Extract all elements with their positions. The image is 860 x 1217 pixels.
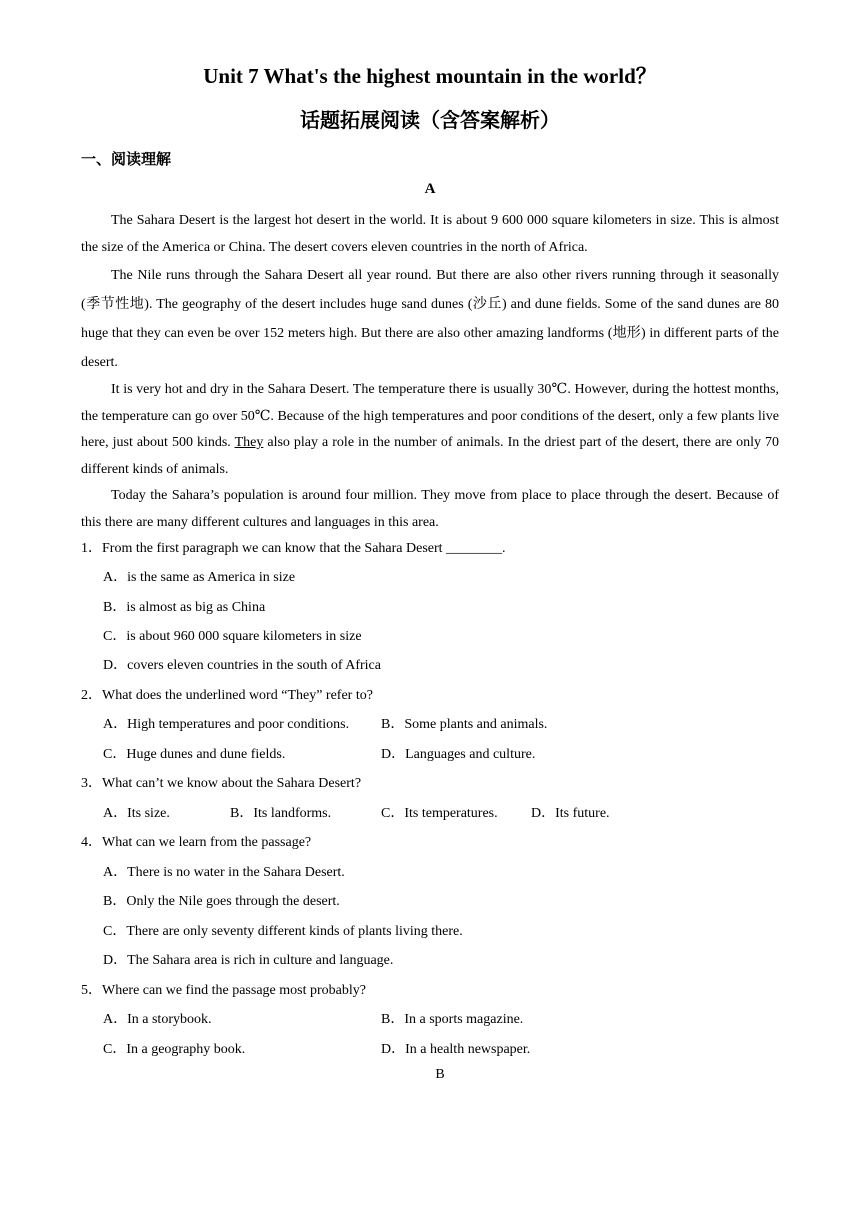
question-3: 3．What can’t we know about the Sahara Desert? (81, 776, 362, 791)
question-5-option-c[interactable]: C．In a geography book. (103, 1042, 246, 1057)
paragraph-4: Today the Sahara’s population is around four million. They move from place to place through the desert. Because of this there are many different cultures and languages in this area. (81, 488, 779, 530)
question-5-option-a[interactable]: A．In a storybook. (103, 1012, 212, 1027)
question-1-option-c[interactable]: C．is about 960 000 square kilometers in size (103, 629, 362, 644)
question-5-option-b[interactable]: B．In a sports magazine. (381, 1012, 524, 1027)
question-3-option-b[interactable]: B．Its landforms. (230, 806, 332, 821)
question-4-option-b[interactable]: B．Only the Nile goes through the desert. (103, 894, 340, 909)
underlined-word: They (234, 435, 264, 450)
question-3-option-c[interactable]: C．Its temperatures. (381, 806, 498, 821)
question-4-option-c[interactable]: C．There are only seventy different kinds of plants living there. (103, 924, 463, 939)
question-3-option-d[interactable]: D．Its future. (531, 806, 610, 821)
paragraph-3-text-start: It is very hot and dry in the Sahara Desert. The temperature there is usually 30℃. However, during the hottest months, the temperature can go over 50℃. Because of the high temperatures and poor conditions of the desert, only a few plants live here, just about 500 kinds. (81, 382, 779, 450)
section-heading: 一、阅读理解 (81, 150, 172, 168)
question-1: 1．From the first paragraph we can know that the Sahara Desert ________. (81, 541, 506, 556)
question-4-option-a[interactable]: A．There is no water in the Sahara Desert. (103, 865, 345, 880)
document-subtitle: 话题拓展阅读（含答案解析） (300, 108, 560, 132)
question-2: 2．What does the underlined word “They” refer to? (81, 688, 373, 703)
question-2-option-a[interactable]: A．High temperatures and poor conditions. (103, 717, 350, 732)
next-passage-label: B (435, 1067, 445, 1082)
paragraph-2: The Nile runs through the Sahara Desert all year round. But there are also other rivers running through it seasonally (季节性地). The geography of the desert includes huge sand dunes (沙丘) and dune fields. Some of the sand dunes are 80 huge that they can even be over 152 meters high. But there are also other amazing landforms (地形) in different parts of the desert. (81, 268, 779, 370)
paragraph-1: The Sahara Desert is the largest hot desert in the world. It is about 9 600 000 square kilometers in size. This is almost the size of the America or China. The desert covers eleven countries in the north of Africa. (81, 213, 779, 255)
question-5: 5．Where can we find the passage most probably? (81, 983, 366, 998)
question-2-option-d[interactable]: D．Languages and culture. (381, 747, 536, 762)
question-5-option-d[interactable]: D．In a health newspaper. (381, 1042, 531, 1057)
question-1-option-a[interactable]: A．is the same as America in size (103, 570, 296, 585)
passage-label: A (424, 181, 436, 197)
question-4-option-d[interactable]: D．The Sahara area is rich in culture and language. (103, 953, 394, 968)
question-1-option-b[interactable]: B．is almost as big as China (103, 600, 266, 615)
question-1-option-d[interactable]: D．covers eleven countries in the south of Africa (103, 658, 381, 673)
document-title: Unit 7 What's the highest mountain in the world？ (203, 64, 657, 88)
reading-passage (81, 208, 779, 536)
paragraph-3 (81, 377, 779, 483)
question-2-option-b[interactable]: B．Some plants and animals. (381, 717, 548, 732)
question-2-option-c[interactable]: C．Huge dunes and dune fields. (103, 747, 286, 762)
question-4: 4．What can we learn from the passage? (81, 835, 312, 850)
question-3-option-a[interactable]: A．Its size. (103, 806, 170, 821)
paragraph-3-text-end: also play a role in the number of animals. In the driest part of the desert, there are only 70 different kinds of animals. (81, 435, 779, 477)
